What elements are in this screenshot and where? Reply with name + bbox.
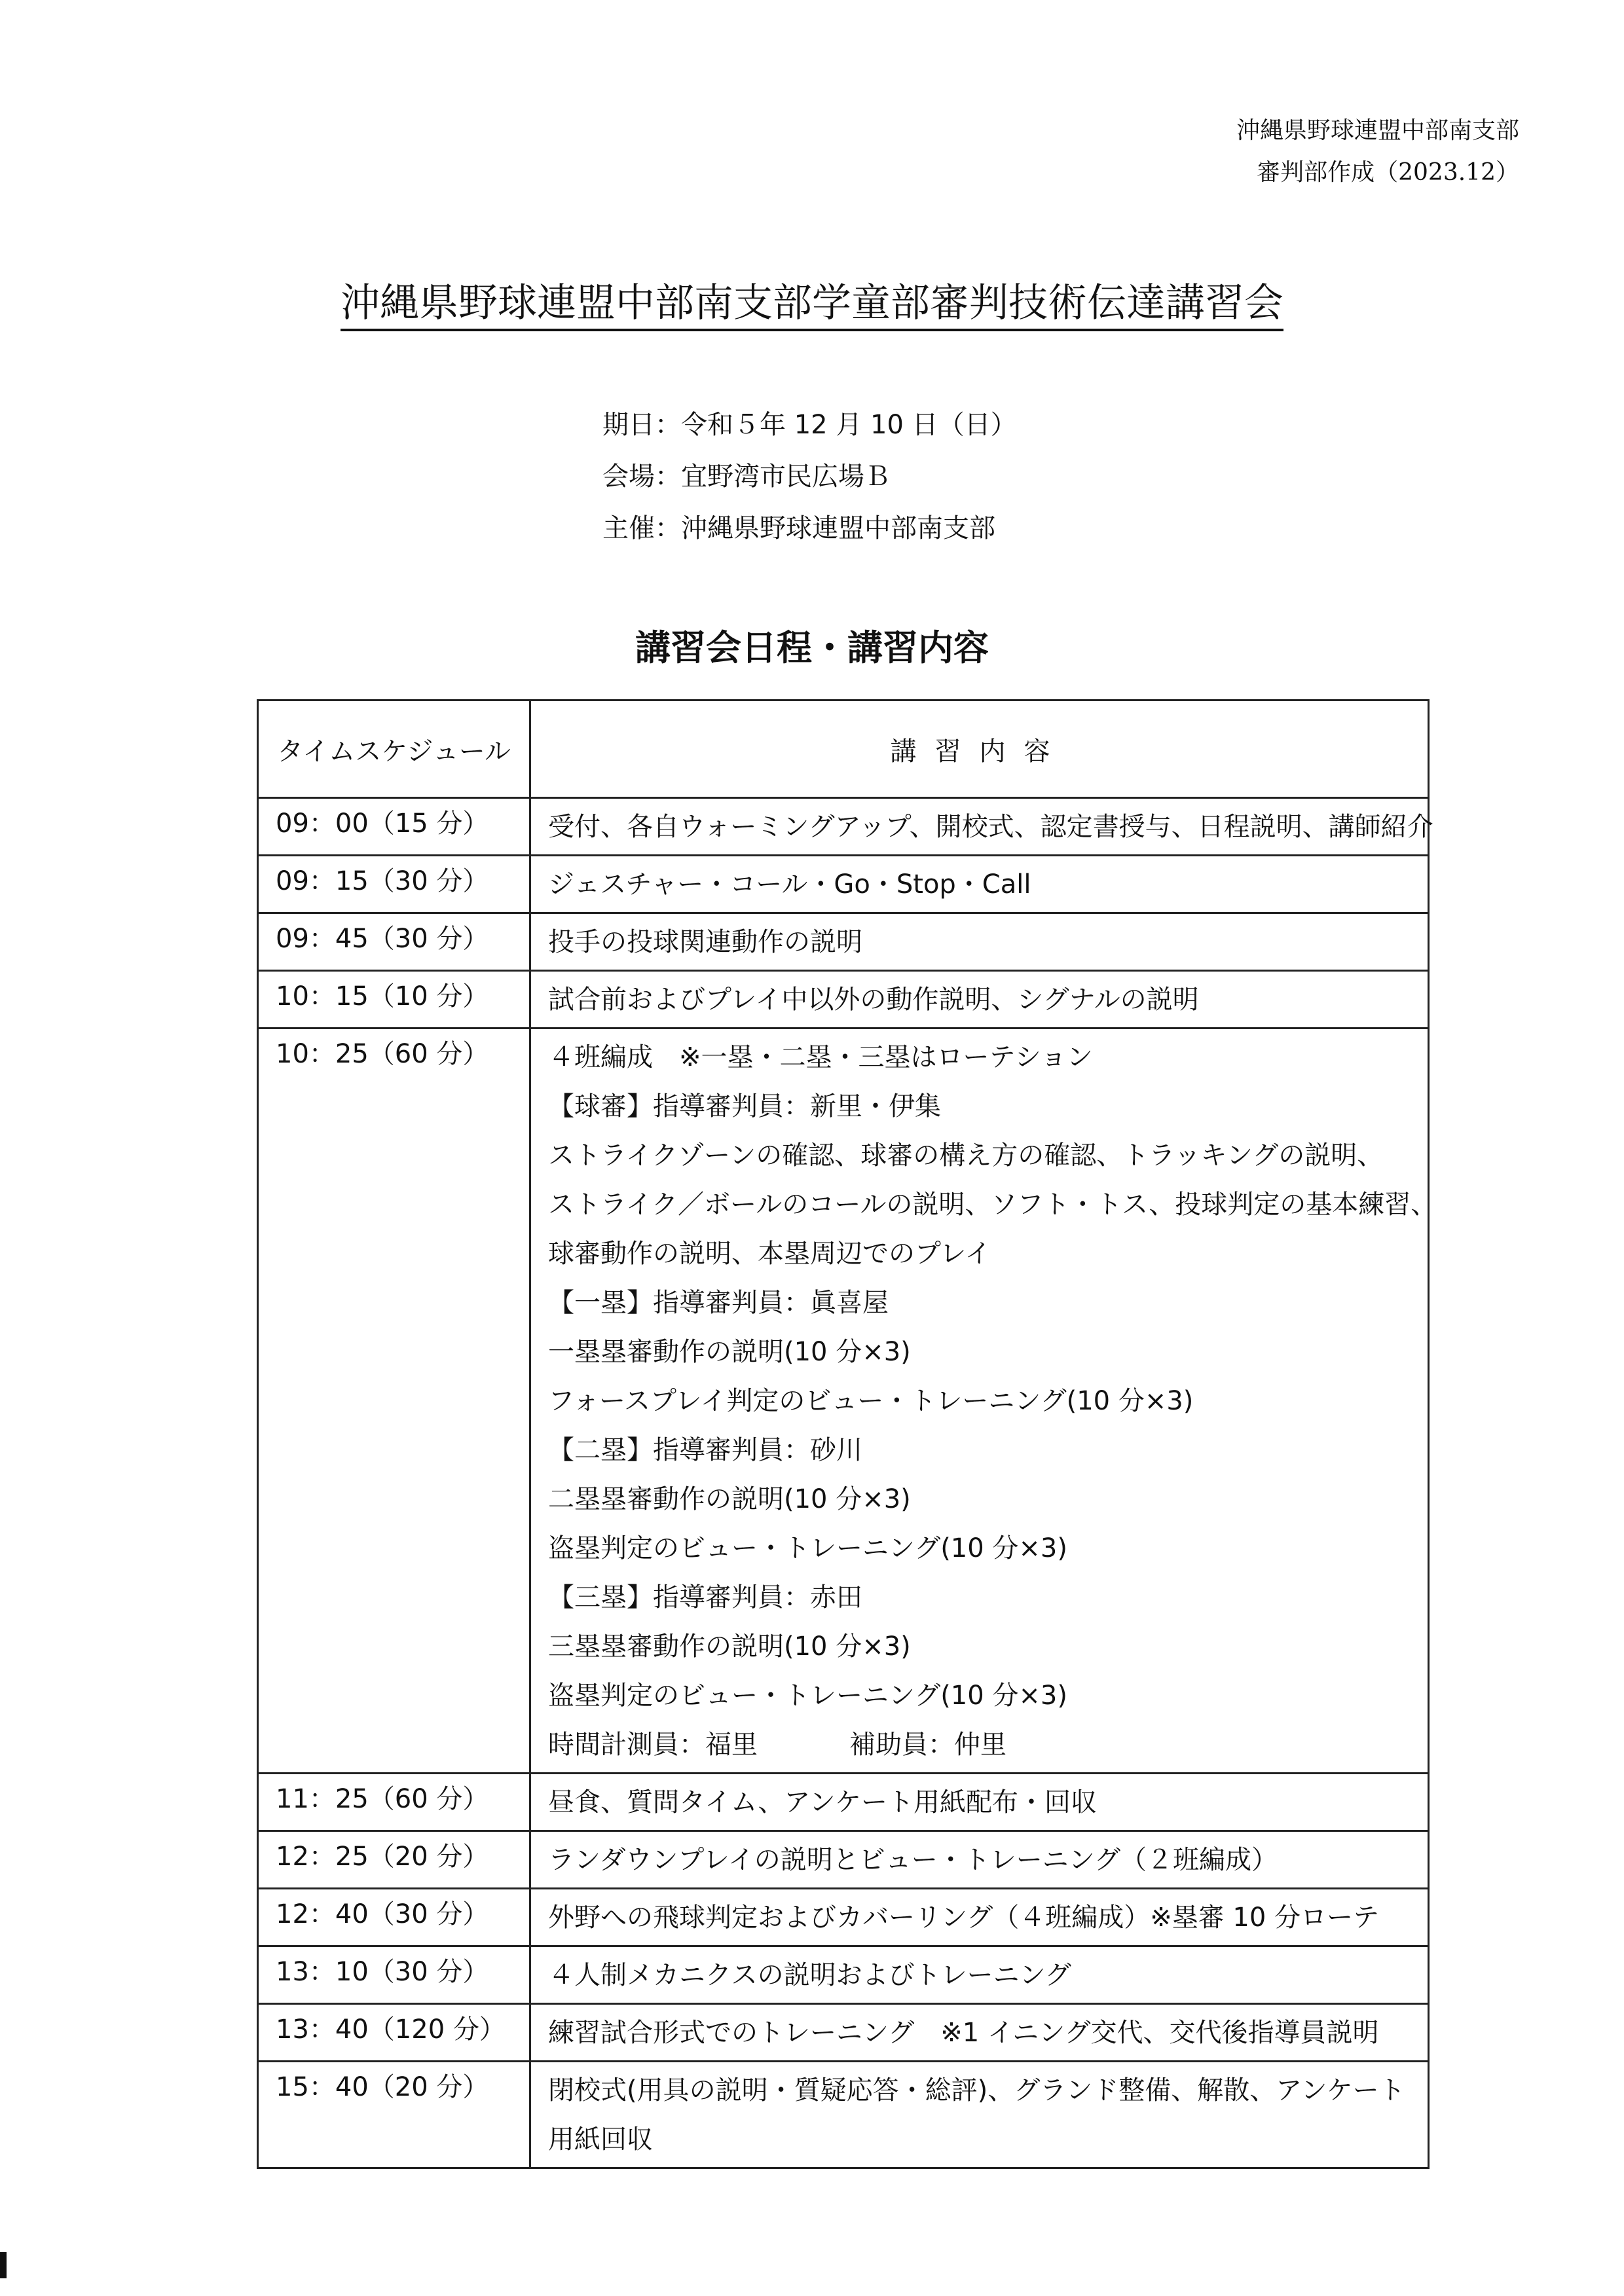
organization-header bbox=[1236, 110, 1519, 194]
row-content bbox=[530, 798, 1433, 856]
table-row bbox=[258, 2062, 1429, 2168]
table-row bbox=[258, 971, 1429, 1029]
row-content bbox=[530, 1774, 1429, 1831]
event-host: 主催：沖縄県野球連盟中部南支部 bbox=[602, 513, 995, 543]
table-row bbox=[258, 1774, 1429, 1831]
row-content bbox=[530, 1029, 1437, 1774]
content-line: ランダウンプレイの説明とビュー・トレーニング（２班編成） bbox=[548, 1845, 1278, 1875]
timekeeper-label: 時間計測員：福里 bbox=[548, 1730, 758, 1760]
document-title bbox=[0, 274, 1624, 333]
table-row bbox=[258, 856, 1429, 913]
content-line: 三塁塁審動作の説明(10 分×3) bbox=[548, 1631, 911, 1662]
content-line: 昼食、質問タイム、アンケート用紙配布・回収 bbox=[548, 1787, 1097, 1817]
scan-corner-mark bbox=[0, 2252, 7, 2278]
row-time: 09：45（30 分） bbox=[258, 913, 530, 971]
content-line: 試合前およびプレイ中以外の動作説明、シグナルの説明 bbox=[548, 985, 1199, 1015]
row-time: 11：25（60 分） bbox=[258, 1774, 530, 1831]
content-line: 外野への飛球判定およびカバーリング（４班編成）※塁審 10 分ローテ bbox=[548, 1903, 1380, 1933]
table-row bbox=[258, 1889, 1429, 1946]
table-row bbox=[258, 1029, 1429, 1774]
row-time: 09：00（15 分） bbox=[258, 798, 530, 856]
staff-line bbox=[548, 1721, 1417, 1770]
row-content bbox=[530, 913, 1429, 971]
content-line: フォースプレイ判定のビュー・トレーニング(10 分×3) bbox=[548, 1386, 1194, 1416]
row-time: 12：40（30 分） bbox=[258, 1889, 530, 1946]
table-row bbox=[258, 913, 1429, 971]
content-line: 練習試合形式でのトレーニング ※1 イニング交代、交代後指導員説明 bbox=[548, 2018, 1379, 2048]
content-line: 受付、各自ウォーミングアップ、開校式、認定書授与、日程説明、講師紹介 bbox=[548, 812, 1433, 842]
schedule-table bbox=[257, 699, 1437, 2169]
table-row bbox=[258, 1831, 1429, 1889]
header-course-content: 講習内容 bbox=[530, 701, 1429, 798]
row-time: 10：15（10 分） bbox=[258, 971, 530, 1029]
assistant-label: 補助員：仲里 bbox=[849, 1730, 1006, 1760]
row-content bbox=[530, 971, 1429, 1029]
content-line: ４班編成 ※一塁・二塁・三塁はローテション bbox=[548, 1042, 1093, 1072]
header-time-schedule: タイムスケジュール bbox=[258, 701, 530, 798]
row-content bbox=[530, 856, 1429, 913]
content-line: 【三塁】指導審判員：赤田 bbox=[548, 1582, 862, 1613]
document-title-text: 沖縄県野球連盟中部南支部学童部審判技術伝達講習会 bbox=[341, 280, 1283, 331]
table-row bbox=[258, 2004, 1429, 2062]
content-line: 盗塁判定のビュー・トレーニング(10 分×3) bbox=[548, 1681, 1067, 1711]
dept-credit: 審判部作成（2023.12） bbox=[1257, 159, 1519, 186]
row-time: 13：10（30 分） bbox=[258, 1946, 530, 2004]
row-content bbox=[530, 2062, 1429, 2168]
content-line: 球審動作の説明、本塁周辺でのプレイ bbox=[548, 1239, 991, 1269]
row-content bbox=[530, 1946, 1429, 2004]
org-name: 沖縄県野球連盟中部南支部 bbox=[1236, 117, 1519, 144]
content-line: 二塁塁審動作の説明(10 分×3) bbox=[548, 1484, 911, 1514]
content-line: ジェスチャー・コール・Go・Stop・Call bbox=[548, 869, 1031, 900]
event-meta bbox=[602, 399, 1017, 555]
table-header-row bbox=[258, 701, 1429, 798]
row-content bbox=[530, 2004, 1429, 2062]
row-time: 10：25（60 分） bbox=[258, 1029, 530, 1774]
content-line: 【球審】指導審判員：新里・伊集 bbox=[548, 1091, 941, 1121]
content-line: 閉校式(用具の説明・質疑応答・総評)、グランド整備、解散、アンケート用紙回収 bbox=[548, 2075, 1405, 2155]
content-line: ストライク／ボールのコールの説明、ソフト・トス、投球判定の基本練習、 bbox=[548, 1190, 1437, 1220]
content-line: 盗塁判定のビュー・トレーニング(10 分×3) bbox=[548, 1533, 1067, 1563]
schedule-section-title: 講習会日程・講習内容 bbox=[635, 627, 989, 668]
content-line: 【一塁】指導審判員：眞喜屋 bbox=[548, 1288, 889, 1318]
row-content bbox=[530, 1889, 1429, 1946]
event-date: 期日：令和５年 12 月 10 日（日） bbox=[602, 410, 1017, 440]
table-row bbox=[258, 798, 1429, 856]
content-line: ストライクゾーンの確認、球審の構え方の確認、トラッキングの説明、 bbox=[548, 1140, 1384, 1171]
content-line: ４人制メカニクスの説明およびトレーニング bbox=[548, 1960, 1071, 1990]
row-time: 12：25（20 分） bbox=[258, 1831, 530, 1889]
content-line: 【二塁】指導審判員：砂川 bbox=[548, 1435, 862, 1465]
row-content bbox=[530, 1831, 1429, 1889]
row-time: 15：40（20 分） bbox=[258, 2062, 530, 2168]
event-venue: 会場：宜野湾市民広場Ｂ bbox=[602, 462, 891, 492]
row-time: 09：15（30 分） bbox=[258, 856, 530, 913]
table-row bbox=[258, 1946, 1429, 2004]
row-time: 13：40（120 分） bbox=[258, 2004, 530, 2062]
content-line: 一塁塁審動作の説明(10 分×3) bbox=[548, 1337, 911, 1367]
content-line: 投手の投球関連動作の説明 bbox=[548, 927, 862, 957]
